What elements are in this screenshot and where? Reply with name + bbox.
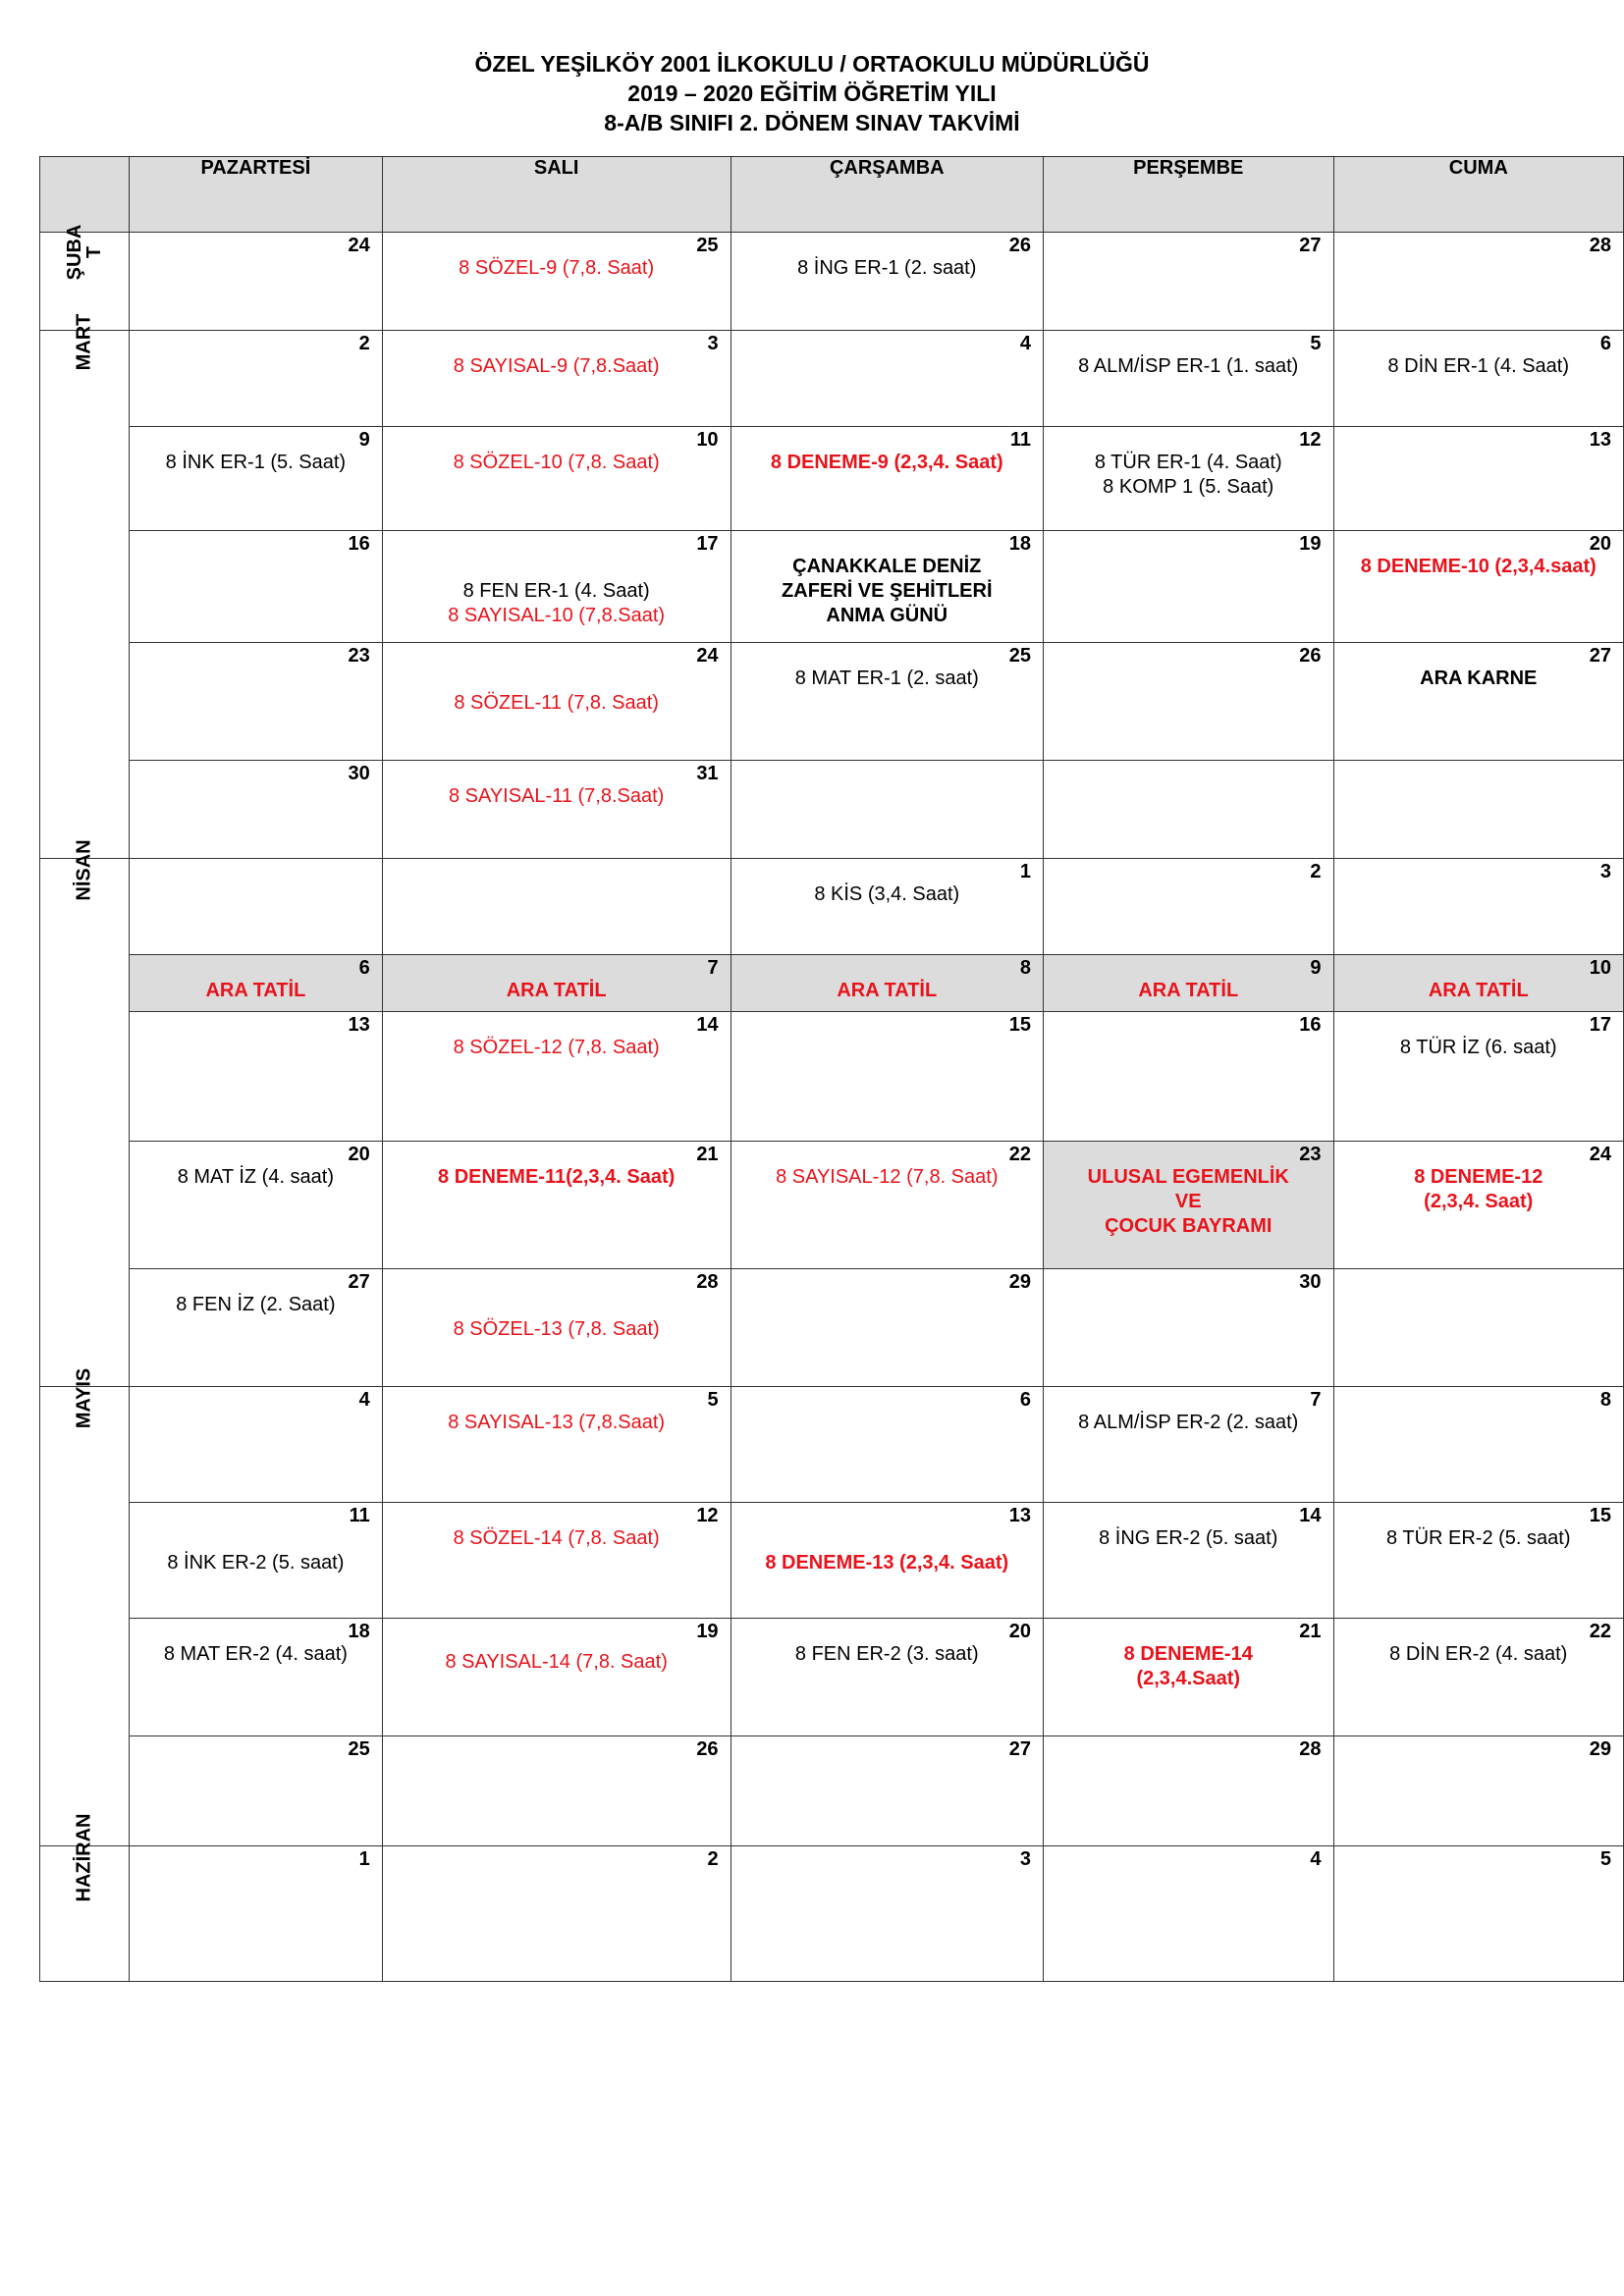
day-number: 10 [1589, 957, 1611, 979]
day-cell-tuesday [382, 1846, 731, 1982]
day-number: 27 [1299, 235, 1322, 256]
day-cell-thursday [1043, 1012, 1333, 1142]
day-number: 28 [1589, 235, 1611, 256]
day-cell-wednesday [731, 331, 1043, 427]
day-cell-tuesday [382, 531, 731, 643]
day-cell-friday [1333, 859, 1623, 955]
day-cell-tuesday [382, 1619, 731, 1736]
exam-entry: 8 İNK ER-1 (5. Saat) [165, 452, 347, 473]
day-number: 15 [1008, 1014, 1031, 1036]
day-number: 16 [1299, 1014, 1322, 1036]
day-cell-tuesday [382, 1387, 731, 1503]
day-cell-thursday [1043, 331, 1333, 427]
day-cell-tuesday [382, 1012, 731, 1142]
week-row [40, 531, 1624, 643]
day-cell-monday [130, 1387, 383, 1503]
exam-entry: ZAFERİ VE ŞEHİTLERİ [782, 580, 993, 602]
day-number: 2 [707, 1848, 719, 1870]
day-number: 31 [696, 763, 719, 784]
exam-entry: 8 SÖZEL-12 (7,8. Saat) [453, 1037, 660, 1058]
day-cell-friday [1333, 1846, 1623, 1982]
day-cell-monday [130, 643, 383, 761]
day-cell-wednesday [731, 761, 1043, 859]
day-number: 8 [1019, 957, 1031, 979]
day-number: 16 [348, 533, 370, 555]
week-row [40, 1012, 1624, 1142]
day-cell-friday [1333, 1736, 1623, 1846]
exam-entry: 8 İNG ER-2 (5. saat) [1099, 1527, 1278, 1549]
exam-entry: ÇANAKKALE DENİZ [792, 556, 982, 577]
day-number: 3 [707, 333, 719, 354]
day-cell-thursday [1043, 1387, 1333, 1503]
exam-entry: (2,3,4.Saat) [1136, 1668, 1241, 1689]
exam-entry: 8 SÖZEL-10 (7,8. Saat) [453, 452, 660, 473]
day-cell-friday [1333, 761, 1623, 859]
week-row [40, 1503, 1624, 1619]
day-cell-friday [1333, 1269, 1623, 1387]
day-number: 3 [1599, 861, 1611, 882]
day-number: 7 [1310, 1389, 1322, 1411]
day-cell-tuesday [382, 233, 731, 331]
exam-entry: 8 SÖZEL-14 (7,8. Saat) [453, 1527, 660, 1549]
day-number: 21 [696, 1144, 719, 1165]
day-number: 25 [348, 1738, 370, 1760]
day-number: 4 [1019, 333, 1031, 354]
day-number: 17 [1589, 1014, 1611, 1036]
day-cell-thursday [1043, 1619, 1333, 1736]
exam-entry: 8 MAT İZ (4. saat) [177, 1166, 335, 1188]
day-number: 24 [348, 235, 370, 256]
exam-entry: 8 FEN ER-2 (3. saat) [794, 1643, 979, 1665]
day-number: 5 [707, 1389, 719, 1411]
exam-entry: 8 SAYISAL-13 (7,8.Saat) [448, 1412, 666, 1433]
day-number: 5 [1599, 1848, 1611, 1870]
day-number: 13 [348, 1014, 370, 1036]
day-number: 19 [696, 1621, 719, 1642]
day-number: 28 [1299, 1738, 1322, 1760]
day-cell-wednesday [731, 859, 1043, 955]
day-number: 30 [1299, 1271, 1322, 1293]
exam-entry: VE [1174, 1191, 1202, 1212]
day-number: 14 [1299, 1505, 1322, 1526]
month-label-haziran [40, 1813, 130, 1982]
exam-entry: ARA TATİL [1428, 980, 1529, 1001]
header-monday: PAZARTESİ [130, 157, 383, 233]
day-cell-tuesday [382, 859, 731, 955]
week-row [40, 1387, 1624, 1503]
exam-entry: (2,3,4. Saat) [1424, 1191, 1534, 1212]
month-text: MART [73, 313, 95, 371]
day-cell-tuesday [382, 427, 731, 531]
day-cell-monday [130, 1012, 383, 1142]
day-number: 30 [348, 763, 370, 784]
exam-entry: 8 MAT ER-1 (2. saat) [794, 667, 979, 689]
exam-entry: 8 DENEME-10 (2,3,4.saat) [1360, 556, 1597, 577]
day-number: 4 [358, 1389, 370, 1411]
exam-entry: 8 SÖZEL-11 (7,8. Saat) [454, 692, 659, 714]
day-cell-wednesday [731, 1503, 1043, 1619]
exam-entry: ÇOCUK BAYRAMI [1105, 1215, 1272, 1237]
exam-entry: 8 DENEME-11(2,3,4. Saat) [438, 1166, 676, 1188]
day-number: 27 [348, 1271, 370, 1293]
day-number: 23 [1299, 1144, 1322, 1165]
day-number: 11 [349, 1505, 370, 1526]
week-row [40, 643, 1624, 761]
schedule-title: 8-A/B SINIFI 2. DÖNEM SINAV TAKVİMİ [604, 110, 1020, 135]
week-row [40, 1846, 1624, 1982]
day-number: 2 [1310, 861, 1322, 882]
day-number: 24 [1589, 1144, 1611, 1165]
day-number: 29 [1589, 1738, 1611, 1760]
exam-entry: 8 KİS (3,4. Saat) [814, 883, 960, 905]
day-cell-wednesday [731, 531, 1043, 643]
day-cell-thursday [1043, 531, 1333, 643]
day-number: 21 [1299, 1621, 1322, 1642]
day-cell-tuesday [382, 1736, 731, 1846]
day-number: 2 [358, 333, 370, 354]
day-number: 8 [1599, 1389, 1611, 1411]
exam-entry: 8 TÜR ER-1 (4. Saat) [1094, 452, 1282, 473]
exam-entry: 8 SÖZEL-13 (7,8. Saat) [453, 1318, 660, 1340]
day-cell-thursday [1043, 955, 1333, 1012]
day-number: 28 [696, 1271, 719, 1293]
day-number: 4 [1310, 1848, 1322, 1870]
day-cell-wednesday [731, 643, 1043, 761]
exam-entry: 8 DENEME-13 (2,3,4. Saat) [765, 1552, 1009, 1574]
day-number: 22 [1589, 1621, 1611, 1642]
day-cell-monday [130, 427, 383, 531]
day-cell-thursday [1043, 1269, 1333, 1387]
exam-entry: 8 FEN ER-1 (4. Saat) [462, 580, 650, 602]
exam-entry: 8 TÜR ER-2 (5. saat) [1386, 1527, 1571, 1549]
day-number: 15 [1589, 1505, 1611, 1526]
day-number: 12 [1299, 429, 1322, 451]
day-cell-monday [130, 1619, 383, 1736]
day-number: 12 [696, 1505, 719, 1526]
week-row [40, 427, 1624, 531]
day-cell-wednesday [731, 1269, 1043, 1387]
day-cell-friday [1333, 233, 1623, 331]
day-number: 22 [1008, 1144, 1031, 1165]
day-cell-tuesday [382, 1142, 731, 1269]
header-tuesday: SALI [382, 157, 731, 233]
exam-entry: 8 DENEME-12 [1414, 1166, 1543, 1188]
week-row [40, 761, 1624, 859]
day-number: 29 [1008, 1271, 1031, 1293]
day-cell-wednesday [731, 955, 1043, 1012]
day-number: 14 [696, 1014, 719, 1036]
day-cell-thursday [1043, 233, 1333, 331]
exam-entry: 8 MAT ER-2 (4. saat) [163, 1643, 348, 1665]
day-number: 5 [1310, 333, 1322, 354]
day-cell-tuesday [382, 955, 731, 1012]
day-cell-wednesday [731, 1736, 1043, 1846]
day-number: 26 [1008, 235, 1031, 256]
week-row [40, 955, 1624, 1012]
day-cell-friday [1333, 1503, 1623, 1619]
week-row [40, 1736, 1624, 1846]
exam-entry: 8 DİN ER-1 (4. Saat) [1387, 355, 1570, 377]
weekday-header-row [40, 157, 1624, 233]
exam-entry: 8 İNK ER-2 (5. saat) [167, 1552, 345, 1574]
day-number: 26 [696, 1738, 719, 1760]
week-row [40, 1142, 1624, 1269]
day-number [383, 859, 731, 882]
day-cell-tuesday [382, 643, 731, 761]
exam-entry: 8 DENEME-9 (2,3,4. Saat) [770, 452, 1003, 473]
day-number [130, 859, 382, 882]
header-friday: CUMA [1333, 157, 1623, 233]
day-number: 11 [1009, 429, 1031, 451]
day-number: 26 [1299, 645, 1322, 667]
day-number: 1 [358, 1848, 370, 1870]
day-cell-friday [1333, 1142, 1623, 1269]
week-row [40, 1269, 1624, 1387]
academic-year: 2019 – 2020 EĞİTİM ÖĞRETİM YILI [627, 80, 997, 106]
day-cell-thursday [1043, 1503, 1333, 1619]
exam-entry: 8 SAYISAL-11 (7,8.Saat) [448, 785, 665, 807]
day-number: 18 [1008, 533, 1031, 555]
month-text: NİSAN [73, 839, 95, 901]
day-cell-wednesday [731, 1846, 1043, 1982]
day-number: 3 [1019, 1848, 1031, 1870]
day-number: 6 [358, 957, 370, 979]
month-text [65, 208, 104, 296]
exam-entry: 8 FEN İZ (2. Saat) [176, 1294, 336, 1315]
exam-entry: 8 SAYISAL-10 (7,8.Saat) [448, 605, 666, 626]
header-wednesday: ÇARŞAMBA [731, 157, 1043, 233]
day-cell-thursday [1043, 761, 1333, 859]
day-cell-monday [130, 761, 383, 859]
day-cell-friday [1333, 643, 1623, 761]
day-number: 20 [1008, 1621, 1031, 1642]
exam-entry: 8 ALM/İSP ER-2 (2. saat) [1078, 1412, 1299, 1433]
day-cell-thursday [1043, 1736, 1333, 1846]
day-number: 23 [348, 645, 370, 667]
day-cell-monday [130, 859, 383, 955]
day-cell-friday [1333, 531, 1623, 643]
day-cell-wednesday [731, 1012, 1043, 1142]
week-row [40, 1619, 1624, 1736]
day-cell-wednesday [731, 1142, 1043, 1269]
exam-entry: 8 SAYISAL-14 (7,8. Saat) [445, 1651, 668, 1673]
month-text-line: ŞUBA [64, 224, 85, 281]
day-cell-wednesday [731, 233, 1043, 331]
day-number: 13 [1008, 1505, 1031, 1526]
exam-entry: 8 DİN ER-2 (4. saat) [1389, 1643, 1568, 1665]
day-cell-friday [1333, 331, 1623, 427]
day-number [1334, 761, 1623, 784]
exam-entry: ARA TATİL [837, 980, 938, 1001]
month-label-nisan [40, 839, 130, 1387]
day-number: 20 [1589, 533, 1611, 555]
document-title [0, 49, 1624, 137]
day-cell-wednesday [731, 427, 1043, 531]
day-cell-monday [130, 955, 383, 1012]
day-cell-friday [1333, 1012, 1623, 1142]
exam-entry: 8 SÖZEL-9 (7,8. Saat) [459, 257, 655, 279]
exam-entry: ULUSAL EGEMENLİK [1087, 1166, 1289, 1188]
exam-calendar-table [39, 156, 1624, 1982]
week-row [40, 331, 1624, 427]
day-cell-monday [130, 331, 383, 427]
exam-entry: ARA TATİL [205, 980, 306, 1001]
week-row [40, 233, 1624, 331]
day-number [1044, 761, 1333, 784]
day-cell-monday [130, 233, 383, 331]
day-cell-friday [1333, 427, 1623, 531]
day-cell-monday [130, 1846, 383, 1982]
day-number: 27 [1008, 1738, 1031, 1760]
month-label-mart [40, 313, 130, 859]
exam-entry: ARA TATİL [1138, 980, 1239, 1001]
day-number: 25 [1008, 645, 1031, 667]
day-cell-wednesday [731, 1619, 1043, 1736]
month-text-line: T [83, 245, 105, 259]
exam-entry: 8 İNG ER-1 (2. saat) [797, 257, 977, 279]
day-number: 1 [1019, 861, 1031, 882]
day-cell-monday [130, 1269, 383, 1387]
day-number: 25 [696, 235, 719, 256]
day-cell-tuesday [382, 1503, 731, 1619]
day-cell-monday [130, 1142, 383, 1269]
day-cell-tuesday [382, 761, 731, 859]
exam-entry: ANMA GÜNÜ [826, 605, 948, 626]
week-row [40, 859, 1624, 955]
exam-entry: 8 DENEME-14 [1123, 1643, 1253, 1665]
day-number: 18 [348, 1621, 370, 1642]
day-number: 19 [1299, 533, 1322, 555]
month-text: HAZİRAN [73, 1813, 95, 1902]
day-number: 24 [696, 645, 719, 667]
day-number: 6 [1599, 333, 1611, 354]
day-cell-tuesday [382, 331, 731, 427]
day-number: 13 [1589, 429, 1611, 451]
day-number: 6 [1019, 1389, 1031, 1411]
exam-entry: 8 ALM/İSP ER-1 (1. saat) [1078, 355, 1299, 377]
day-cell-monday [130, 1736, 383, 1846]
day-cell-friday [1333, 955, 1623, 1012]
day-cell-friday [1333, 1619, 1623, 1736]
exam-entry: 8 SAYISAL-12 (7,8. Saat) [776, 1166, 999, 1188]
day-number: 17 [696, 533, 719, 555]
header-thursday: PERŞEMBE [1043, 157, 1333, 233]
exam-entry: ARA TATİL [506, 980, 607, 1001]
school-name: ÖZEL YEŞİLKÖY 2001 İLKOKULU / ORTAOKULU MÜDÜRLÜĞÜ [474, 51, 1150, 77]
day-cell-monday [130, 1503, 383, 1619]
day-cell-monday [130, 531, 383, 643]
day-number: 27 [1589, 645, 1611, 667]
day-cell-friday [1333, 1387, 1623, 1503]
day-cell-thursday [1043, 859, 1333, 955]
day-number: 7 [707, 957, 719, 979]
day-number: 9 [1310, 957, 1322, 979]
day-cell-thursday [1043, 1142, 1333, 1269]
exam-entry: 8 SAYISAL-9 (7,8.Saat) [453, 355, 660, 377]
day-cell-thursday [1043, 427, 1333, 531]
day-number [731, 761, 1043, 784]
day-number: 20 [348, 1144, 370, 1165]
exam-entry: 8 TÜR İZ (6. saat) [1399, 1037, 1557, 1058]
day-number [1334, 1269, 1623, 1293]
day-cell-thursday [1043, 643, 1333, 761]
day-cell-tuesday [382, 1269, 731, 1387]
month-text: MAYIS [73, 1367, 95, 1429]
exam-entry: ARA KARNE [1420, 667, 1538, 689]
month-label-mayis [40, 1367, 130, 1846]
day-number: 10 [696, 429, 719, 451]
day-cell-wednesday [731, 1387, 1043, 1503]
day-number: 9 [358, 429, 370, 451]
day-cell-thursday [1043, 1846, 1333, 1982]
exam-entry: 8 KOMP 1 (5. Saat) [1103, 476, 1274, 498]
